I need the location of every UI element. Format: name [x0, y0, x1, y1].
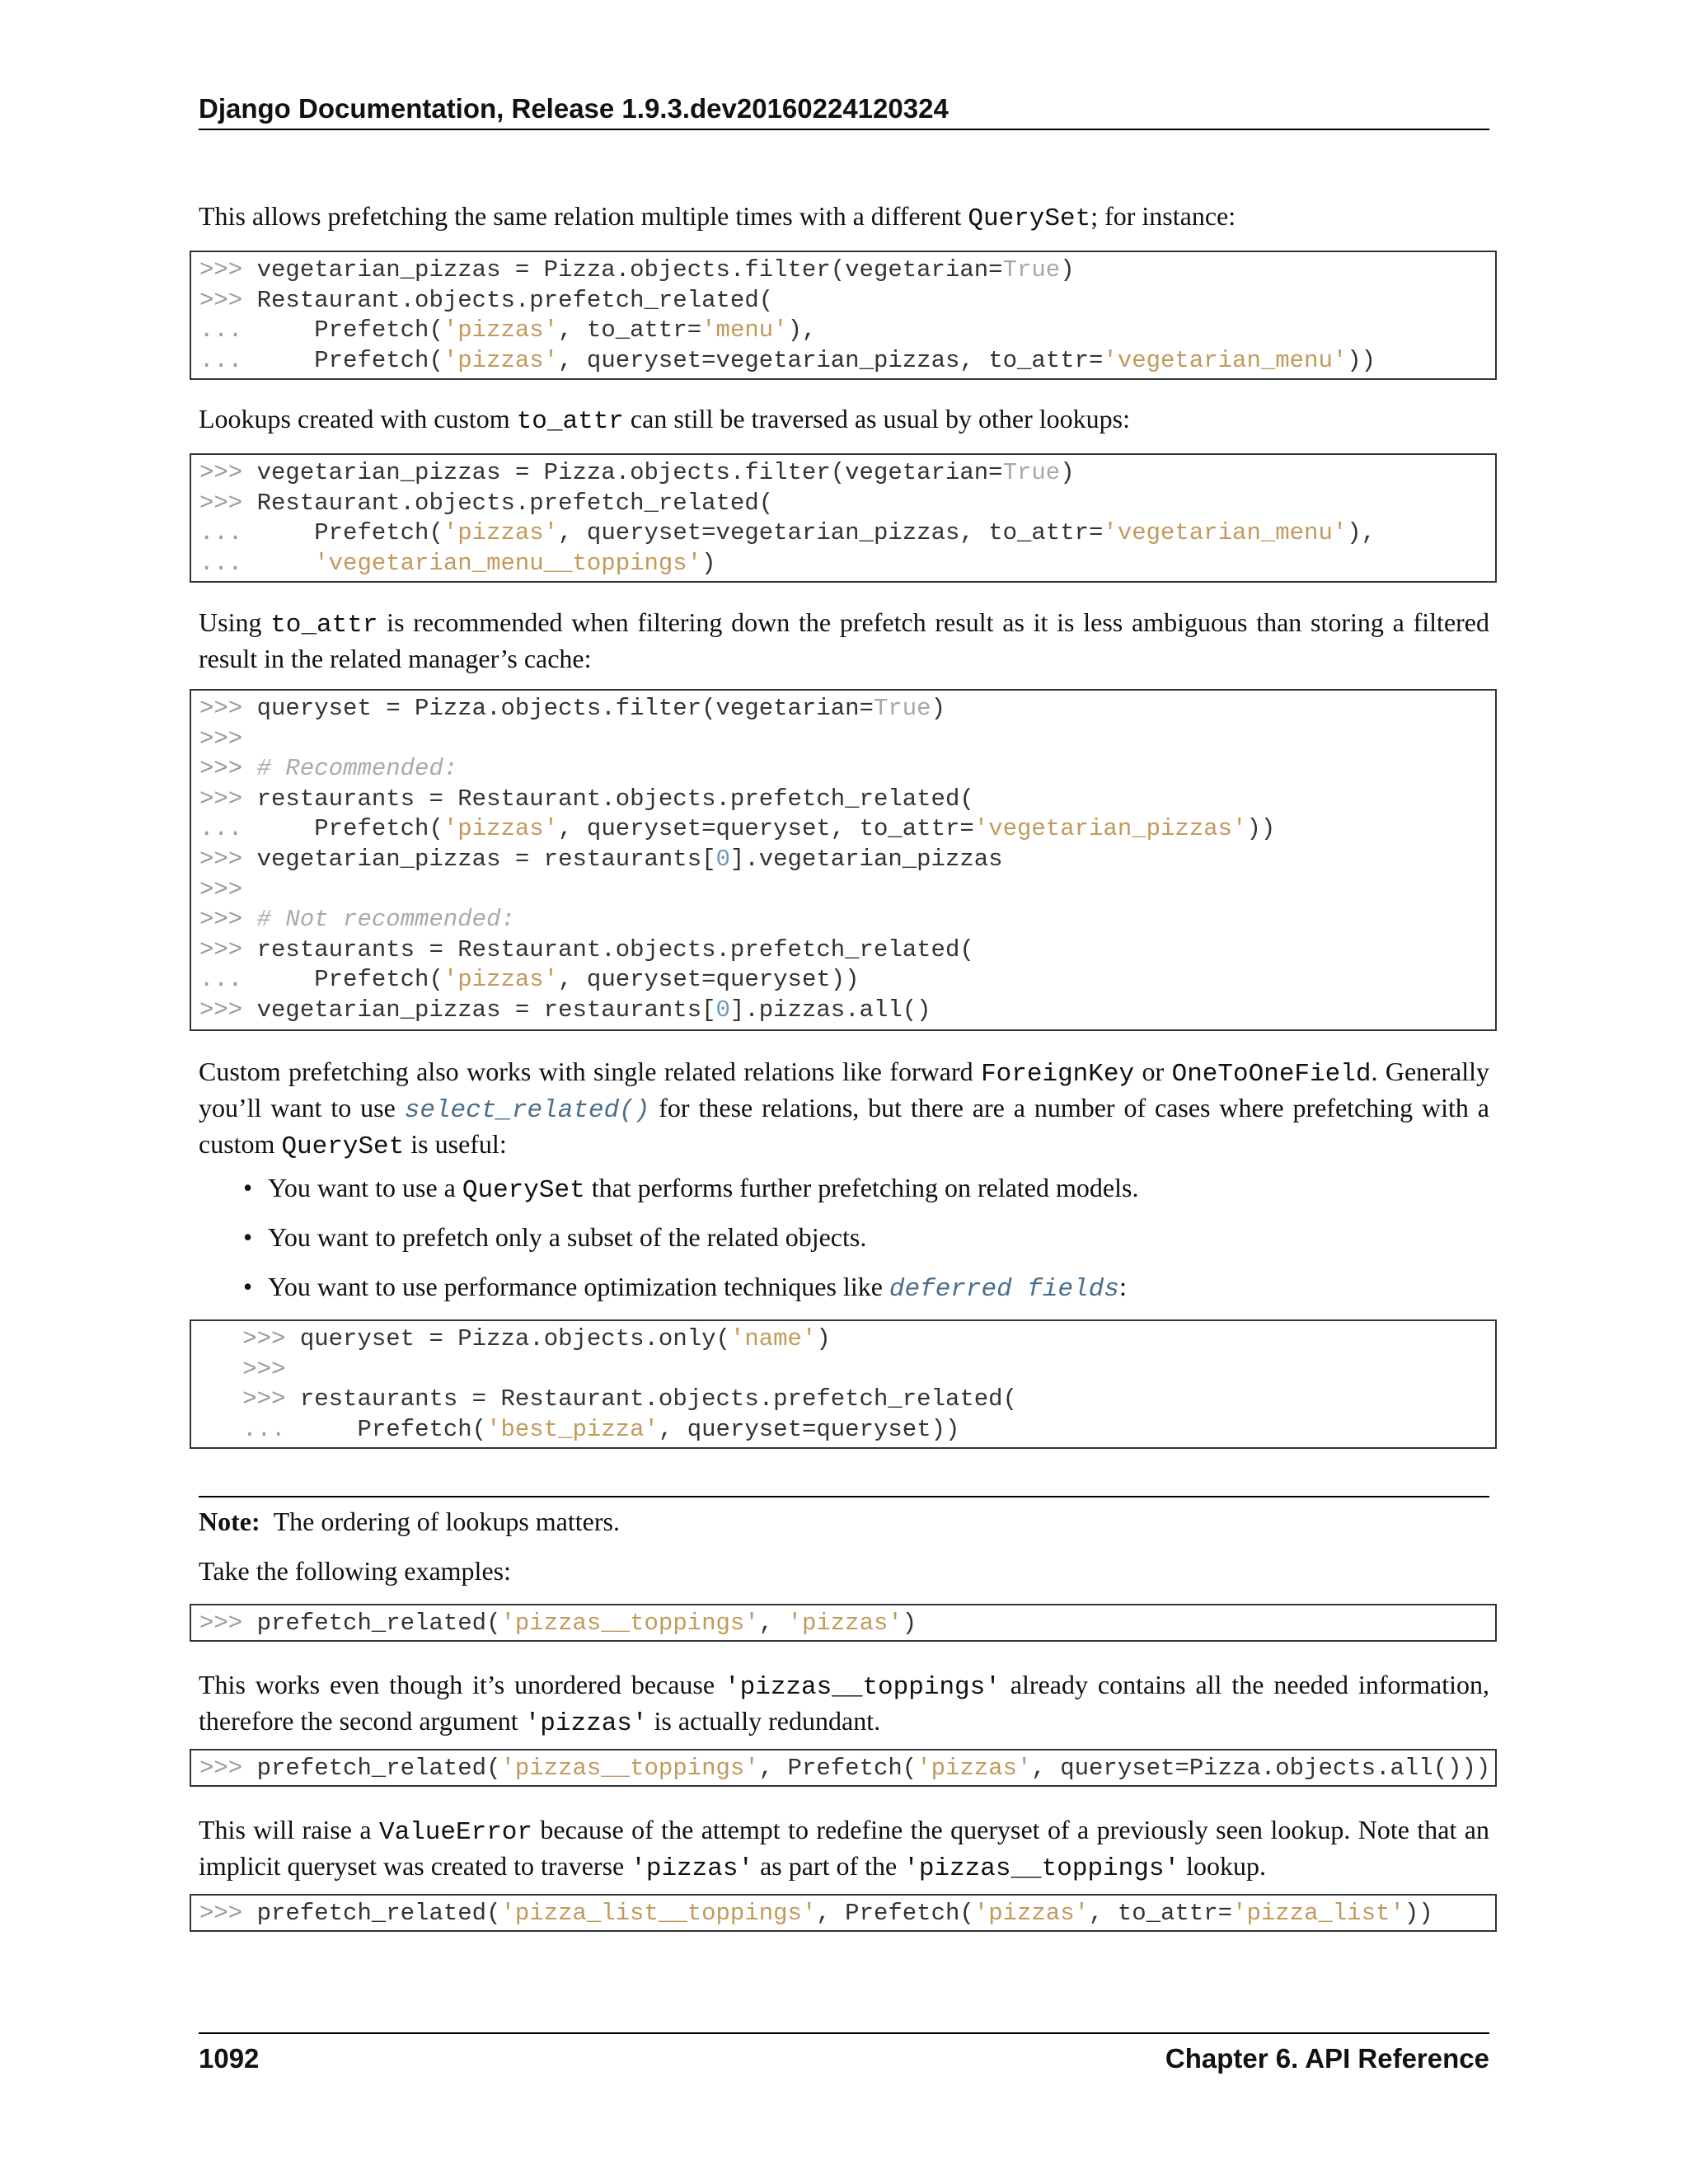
code-token: ].vegetarian_pizzas — [729, 845, 1003, 873]
code-line — [199, 346, 1487, 377]
code-token — [199, 1416, 242, 1443]
paragraph-custom-prefetching: Custom prefetching also works with single related relations like forward ForeignKey or OneToOneField. Generally you’ll want to use select_related() for these relations, but there are a number of cases where prefetching with a custom QuerySet is useful: — [199, 1057, 1490, 1161]
code-token: vegetarian_pizzas = restaurants[ — [256, 845, 716, 873]
note-label: Note: — [199, 1507, 260, 1536]
page-footer — [199, 2032, 1489, 2072]
code-line — [199, 996, 1487, 1026]
code-token: prefetch_related( — [256, 1755, 501, 1782]
code-token: 'pizzas' — [917, 1755, 1032, 1782]
code-token: , queryset=queryset)) — [558, 966, 860, 994]
code-token: 'pizzas' — [443, 815, 559, 843]
code-token: restaurants = Restaurant.objects.prefetch_related( — [299, 1385, 1017, 1413]
code-token: 'vegetarian_menu' — [1103, 346, 1348, 374]
code-line — [199, 814, 1487, 845]
code-token: 0 — [715, 845, 730, 873]
code-line — [199, 1754, 1491, 1784]
code-token: 'pizzas' — [787, 1610, 903, 1637]
code-token: )) — [1347, 346, 1376, 374]
code-token: >>> — [242, 1385, 300, 1413]
code-token: 'pizzas__toppings' — [500, 1610, 759, 1637]
header-title: Django Documentation, Release 1.9.3.dev20160224120324 — [199, 93, 949, 124]
code-line — [199, 255, 1487, 286]
code-token: ... — [199, 966, 315, 994]
code-line — [199, 1385, 1487, 1415]
code-token: >>> — [199, 845, 257, 873]
code-token: , to_attr= — [1089, 1900, 1233, 1927]
code-block-7 — [190, 1894, 1497, 1932]
code-token: >>> — [199, 1900, 257, 1927]
code-line — [199, 875, 1487, 906]
inline-code: QuerySet — [281, 1132, 405, 1161]
inline-code: QuerySet — [968, 204, 1091, 233]
code-block-3 — [190, 689, 1497, 1031]
code-token: Prefetch( — [314, 519, 443, 547]
code-token: 'pizzas' — [443, 316, 559, 344]
deferred-fields-link[interactable]: deferred fields — [889, 1275, 1119, 1304]
code-line — [199, 1415, 1487, 1446]
code-line — [199, 1355, 1487, 1385]
code-line — [199, 845, 1487, 875]
bullet-icon: • — [243, 1222, 253, 1252]
code-token: >>> — [199, 695, 257, 722]
inline-code: to_attr — [270, 611, 378, 640]
code-token: >>> — [199, 785, 257, 813]
bullet-icon: • — [243, 1173, 253, 1202]
page-number: 1092 — [199, 2043, 260, 2074]
list-item: • You want to prefetch only a subset of the related objects. — [243, 1222, 867, 1252]
list-item: • You want to use performance optimization techniques like deferred fields: — [243, 1272, 1127, 1304]
code-token: ) — [931, 695, 945, 722]
code-token: ... — [199, 519, 315, 547]
code-token: ... — [199, 346, 315, 374]
code-token: # Not recommended: — [256, 906, 515, 934]
code-token: Prefetch( — [314, 316, 443, 344]
code-line — [199, 965, 1487, 996]
select-related-link[interactable]: select_related() — [404, 1096, 650, 1125]
code-line — [199, 935, 1487, 966]
code-token: queryset = Pizza.objects.only( — [299, 1325, 730, 1352]
code-token: )) — [1246, 815, 1276, 843]
inline-code: 'pizzas__toppings' — [903, 1854, 1180, 1883]
code-token: >>> — [199, 755, 257, 783]
code-line — [199, 754, 1487, 785]
code-token: 'pizzas' — [443, 966, 559, 994]
code-token: )) — [1404, 1900, 1433, 1927]
paragraph-unordered: This works even though it’s unordered because 'pizzas__toppings' already contains all the needed information, therefore the second argument 'pizzas' is actually redundant. — [199, 1670, 1490, 1738]
code-token: , to_attr= — [558, 316, 702, 344]
code-token: , queryset=vegetarian_pizzas, to_attr= — [558, 519, 1104, 547]
code-token: >>> — [199, 286, 257, 314]
code-line — [199, 724, 1487, 755]
code-token — [199, 1325, 242, 1352]
page-header — [199, 92, 1489, 130]
inline-code: 'pizzas' — [631, 1854, 754, 1883]
code-token: >>> — [199, 906, 257, 934]
code-line — [199, 785, 1487, 815]
code-token: ), — [1347, 519, 1376, 547]
code-line — [199, 694, 1487, 724]
code-token: ), — [787, 316, 817, 344]
code-token: 'name' — [729, 1325, 817, 1352]
code-line — [199, 1609, 1487, 1639]
code-token: True — [1002, 256, 1061, 284]
code-token: 'pizzas' — [443, 519, 559, 547]
code-token: ) — [1060, 459, 1075, 486]
code-token: restaurants = Restaurant.objects.prefetch_related( — [256, 935, 974, 963]
code-token: >>> — [199, 935, 257, 963]
code-token: >>> — [199, 256, 257, 284]
code-block-4 — [190, 1319, 1497, 1449]
inline-code: to_attr — [516, 407, 624, 436]
bullet-list — [199, 1171, 1489, 1319]
code-block-1 — [190, 251, 1497, 380]
code-token: vegetarian_pizzas = restaurants[ — [256, 996, 716, 1024]
code-line — [199, 549, 1487, 579]
code-block-2 — [190, 453, 1497, 583]
code-line — [199, 286, 1487, 316]
code-token: Restaurant.objects.prefetch_related( — [256, 286, 774, 314]
code-token: True — [1002, 459, 1061, 486]
code-token: queryset = Pizza.objects.filter(vegetarian= — [256, 695, 874, 722]
code-token: >>> — [199, 459, 257, 486]
code-token: vegetarian_pizzas = Pizza.objects.filter(vegetarian= — [256, 256, 1003, 284]
code-token: >>> — [242, 1325, 300, 1352]
code-token: ) — [816, 1325, 831, 1352]
paragraph-prefetch-multiple: This allows prefetching the same relation multiple times with a different QuerySet; for instance: — [199, 201, 1236, 233]
paragraph-value-error: This will raise a ValueError because of the attempt to redefine the queryset of a previously seen lookup. Note that an implicit queryset was created to traverse 'pizzas' as part of the 'pizzas__toppings' lookup. — [199, 1815, 1490, 1883]
code-token: ... — [242, 1415, 358, 1443]
paragraph-using-to-attr: Using to_attr is recommended when filtering down the prefetch result as it is less ambiguous than storing a filtered result in the related manager’s cache: — [199, 607, 1490, 673]
code-token: 0 — [715, 996, 730, 1024]
inline-code: ForeignKey — [981, 1060, 1135, 1089]
code-token: 'pizza_list__toppings' — [500, 1900, 817, 1927]
code-token: restaurants = Restaurant.objects.prefetch_related( — [256, 785, 974, 813]
chapter-title: Chapter 6. API Reference — [1165, 2043, 1489, 2074]
code-token: ... — [199, 815, 315, 843]
code-token: prefetch_related( — [256, 1900, 501, 1927]
code-line — [199, 1324, 1487, 1355]
code-token: 'menu' — [701, 316, 788, 344]
code-token: >>> — [242, 1355, 286, 1383]
code-token: ... — [199, 549, 315, 577]
code-token: , queryset=queryset, to_attr= — [558, 815, 974, 843]
code-token: 'pizzas' — [973, 1900, 1090, 1927]
code-line — [199, 518, 1487, 549]
note-heading: Note: The ordering of lookups matters. — [199, 1507, 620, 1536]
code-line — [199, 458, 1487, 489]
code-token: >>> — [199, 1755, 257, 1782]
code-token: 'best_pizza' — [486, 1415, 659, 1443]
code-line — [199, 1899, 1487, 1929]
code-token: >>> — [199, 724, 243, 752]
code-token: True — [873, 695, 931, 722]
code-token: ) — [1060, 256, 1075, 284]
code-token: Prefetch( — [314, 346, 443, 374]
code-block-5 — [190, 1604, 1497, 1642]
code-token: , queryset=Pizza.objects.all())) — [1031, 1755, 1491, 1782]
code-line — [199, 489, 1487, 519]
code-line — [199, 316, 1487, 346]
code-token: >>> — [199, 875, 243, 903]
code-token: vegetarian_pizzas = Pizza.objects.filter(vegetarian= — [256, 459, 1003, 486]
note-divider — [199, 1496, 1489, 1497]
list-item: • You want to use a QuerySet that performs further prefetching on related models. — [243, 1173, 1139, 1205]
code-token: ].pizzas.all() — [729, 996, 931, 1024]
code-token: , — [758, 1610, 788, 1637]
inline-code: 'pizzas__toppings' — [724, 1673, 1001, 1702]
code-token — [199, 1385, 242, 1413]
note-take-examples: Take the following examples: — [199, 1556, 511, 1586]
code-token: prefetch_related( — [256, 1610, 501, 1637]
code-token: , Prefetch( — [816, 1900, 974, 1927]
code-token: 'pizza_list' — [1232, 1900, 1404, 1927]
code-token: Restaurant.objects.prefetch_related( — [256, 489, 774, 517]
code-token: , queryset=queryset)) — [658, 1415, 960, 1443]
code-token: ) — [902, 1610, 917, 1637]
code-token: Prefetch( — [314, 815, 443, 843]
code-token: 'pizzas__toppings' — [500, 1755, 759, 1782]
inline-code: QuerySet — [462, 1176, 585, 1205]
code-token: ) — [701, 549, 716, 577]
code-token: Prefetch( — [357, 1415, 487, 1443]
code-token: , Prefetch( — [758, 1755, 917, 1782]
code-token — [199, 1356, 242, 1383]
code-token: 'vegetarian_pizzas' — [973, 815, 1247, 843]
bullet-icon: • — [243, 1272, 253, 1301]
inline-code: OneToOneField — [1171, 1060, 1372, 1089]
code-token: ... — [199, 316, 315, 344]
paragraph-lookups-to-attr: Lookups created with custom to_attr can still be traversed as usual by other lookups: — [199, 404, 1130, 436]
code-token: 'vegetarian_menu__toppings' — [314, 549, 702, 577]
code-line — [199, 905, 1487, 935]
code-token: , queryset=vegetarian_pizzas, to_attr= — [558, 346, 1104, 374]
inline-code: ValueError — [378, 1818, 532, 1847]
code-token: 'vegetarian_menu' — [1103, 519, 1348, 547]
code-token: >>> — [199, 489, 257, 517]
code-token: Prefetch( — [314, 966, 443, 994]
code-token: # Recommended: — [256, 755, 458, 783]
code-token: >>> — [199, 1610, 257, 1637]
inline-code: 'pizzas' — [524, 1709, 648, 1738]
code-block-6 — [190, 1749, 1497, 1787]
code-token: >>> — [199, 996, 257, 1024]
code-token: 'pizzas' — [443, 346, 559, 374]
